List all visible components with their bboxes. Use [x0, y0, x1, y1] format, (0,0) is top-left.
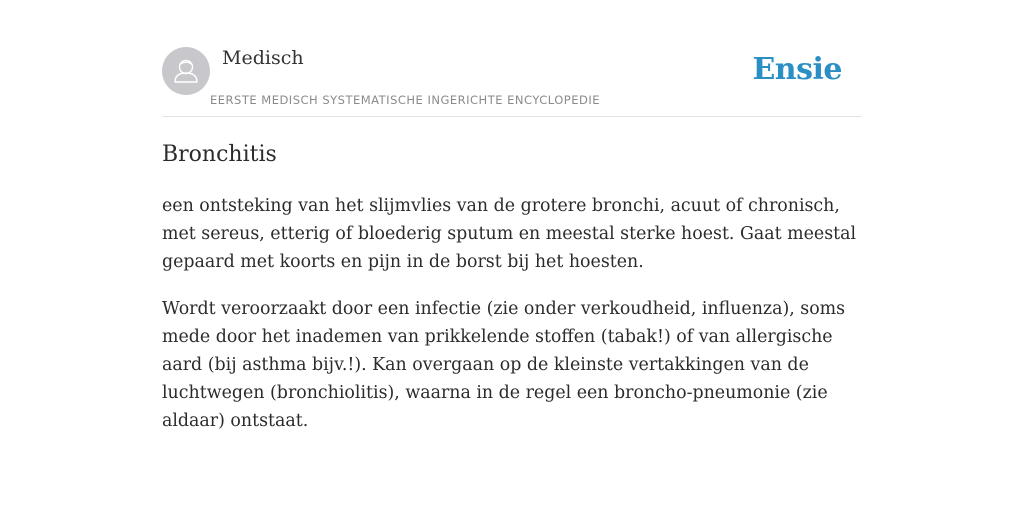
author-subtitle: EERSTE MEDISCH SYSTEMATISCHE INGERICHTE ENCYCLOPEDIE [210, 93, 601, 107]
header [162, 40, 862, 117]
article-paragraph: Wordt veroorzaakt door een infectie (zie onder verkoudheid, influenza), soms mede door het inademen van prikkelende stoffen (tabak!) of van allergische aard (bij asthma bijv.!). Kan overgaan op de kleinste vertakkingen van de luchtwegen (bronchiolitis), waarna in de regel een broncho-pneumonie (zie aldaar) ontstaat. [162, 299, 846, 431]
article-paragraph: een ontsteking van het slijmvlies van de grotere bronchi, acuut of chronisch, met sereus, etterig of bloederig sputum en meestal sterke hoest. Gaat meestal gepaard met koorts en pijn in de borst bij het hoesten. [162, 196, 857, 272]
article-body [162, 192, 862, 454]
avatar[interactable] [162, 47, 210, 95]
article-title: Bronchitis [162, 142, 277, 167]
author-name[interactable]: Medisch [222, 47, 304, 69]
brand-logo[interactable]: Ensie [752, 52, 842, 87]
person-icon [162, 47, 210, 95]
